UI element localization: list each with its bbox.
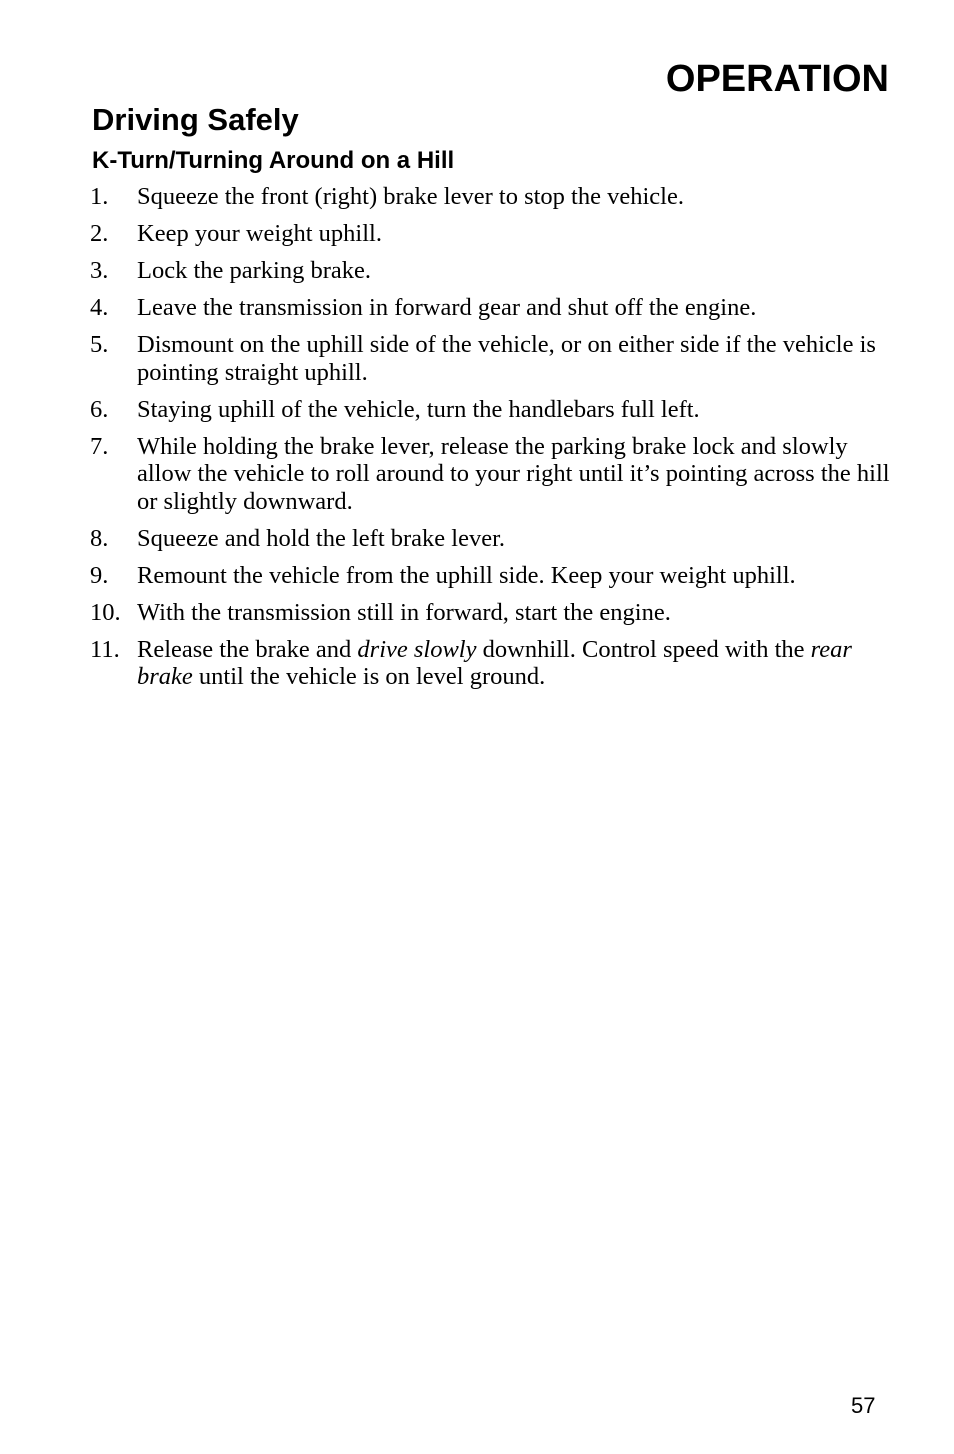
step-item bbox=[90, 599, 895, 627]
step-number: 4. bbox=[90, 294, 109, 321]
step-text-part: Release the brake and bbox=[137, 635, 358, 663]
step-number: 8. bbox=[90, 524, 109, 552]
steps-list bbox=[90, 183, 895, 700]
step-text: Leave the transmission in forward gear and shut off the engine. bbox=[137, 294, 757, 321]
step-number: 2. bbox=[90, 220, 109, 247]
step-item bbox=[90, 220, 895, 248]
step-text: Squeeze the front (right) brake lever to stop the vehicle. bbox=[137, 183, 684, 210]
step-number: 6. bbox=[90, 395, 109, 423]
step-item bbox=[90, 433, 895, 516]
step-number: 3. bbox=[90, 257, 109, 284]
step-item bbox=[90, 294, 895, 322]
chapter-title: OPERATION bbox=[665, 58, 889, 100]
step-number: 10. bbox=[90, 598, 121, 626]
emphasis-drive-slowly: drive slowly bbox=[357, 635, 477, 663]
step-item bbox=[90, 331, 895, 386]
section-title: Driving Safely bbox=[92, 102, 299, 137]
subsection-title: K-Turn/Turning Around on a Hill bbox=[92, 147, 455, 174]
step-text: While holding the brake lever, release the parking brake lock and slowly allow the vehicle to roll around to your right until it’s pointing across the hill or slightly downward. bbox=[137, 432, 890, 515]
page-number: 57 bbox=[851, 1393, 876, 1418]
step-text: Staying uphill of the vehicle, turn the handlebars full left. bbox=[137, 395, 700, 423]
step-number: 7. bbox=[90, 432, 109, 460]
step-number: 5. bbox=[90, 331, 109, 358]
step-item bbox=[90, 257, 895, 285]
step-text-part: until the vehicle is on level ground. bbox=[192, 663, 546, 690]
step-number: 11. bbox=[90, 635, 120, 663]
step-number: 9. bbox=[90, 561, 109, 589]
step-item bbox=[90, 636, 895, 691]
step-item bbox=[90, 525, 895, 553]
step-text: Remount the vehicle from the uphill side. Keep your weight uphill. bbox=[137, 561, 796, 589]
step-text: Dismount on the uphill side of the vehicle, or on either side if the vehicle is pointing straight uphill. bbox=[137, 331, 876, 386]
step-item bbox=[90, 183, 895, 211]
step-text-part: downhill. Control speed with the bbox=[476, 635, 811, 663]
step-number: 1. bbox=[90, 183, 109, 210]
emphasis-rear-brake: rear brake bbox=[137, 635, 852, 690]
step-text: Squeeze and hold the left brake lever. bbox=[137, 524, 506, 552]
step-text: With the transmission still in forward, start the engine. bbox=[137, 598, 671, 626]
step-item bbox=[90, 396, 895, 424]
step-text bbox=[137, 636, 895, 691]
step-text: Keep your weight uphill. bbox=[137, 220, 382, 247]
step-item bbox=[90, 562, 895, 590]
step-text: Lock the parking brake. bbox=[137, 257, 372, 284]
